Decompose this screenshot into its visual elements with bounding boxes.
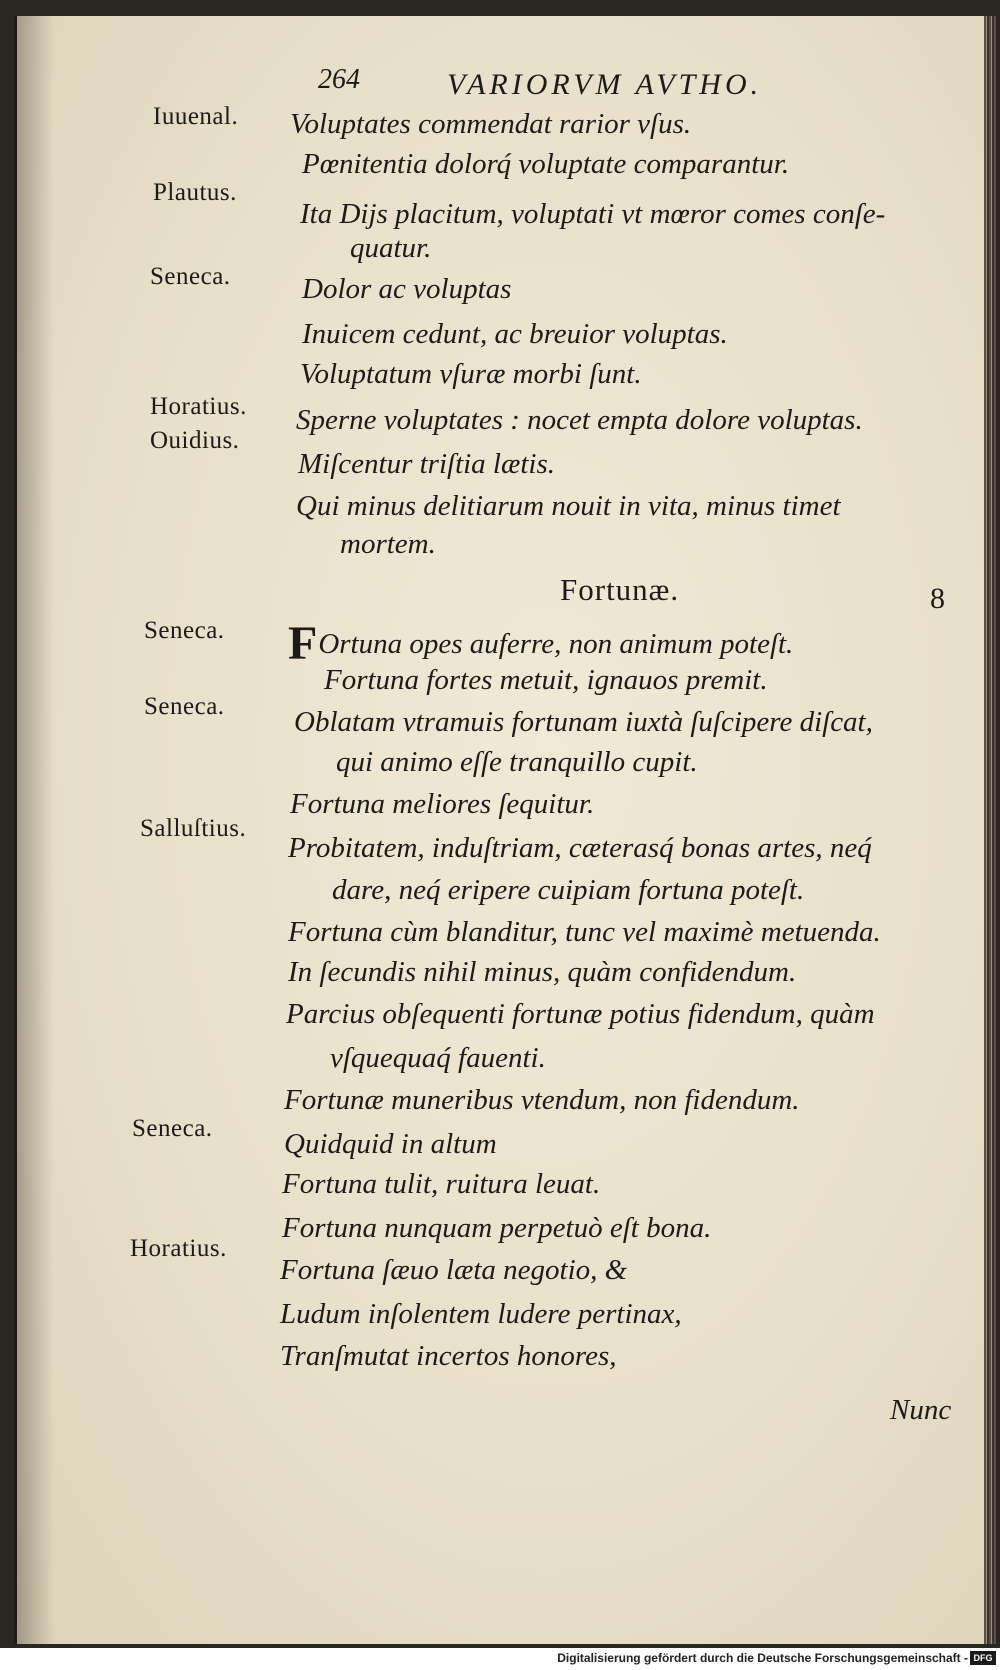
text-line: Qui minus delitiarum nouit in vita, minus timet: [296, 490, 841, 522]
margin-author: Seneca.: [144, 693, 225, 720]
text-line: Voluptates commendat rarior vſus.: [290, 108, 692, 140]
text-line: Fortuna fortes metuit, ignauos premit.: [324, 664, 768, 696]
page-number: 264: [318, 64, 360, 95]
text-line-rest: Ortuna opes auferre, non animum poteſt.: [318, 628, 794, 660]
margin-author: Salluſtius.: [140, 815, 247, 842]
text-line: Fortuna nunquam perpetuò eſt bona.: [282, 1212, 712, 1244]
margin-author: Ouidius.: [150, 427, 240, 454]
text-line: Pœnitentia dolorq́ voluptate comparantur.: [302, 148, 790, 180]
margin-author: Horatius.: [150, 393, 247, 420]
text-line: Fortuna meliores ſequitur.: [290, 788, 595, 820]
text-line: Fortuna cùm blanditur, tunc vel maximè metuenda.: [288, 916, 881, 948]
text-line: Dolor ac voluptas: [302, 273, 512, 305]
margin-author: Plautus.: [153, 179, 237, 206]
drop-cap: F: [288, 617, 318, 670]
margin-author: Seneca.: [144, 617, 225, 644]
gutter-shadow: [14, 16, 54, 1644]
text-line: [288, 617, 794, 670]
margin-author: Seneca.: [132, 1115, 213, 1142]
text-line: Oblatam vtramuis fortunam iuxtà ſuſcipere diſcat,: [294, 706, 873, 738]
margin-author: Iuuenal.: [153, 103, 239, 130]
text-line: Parcius obſequenti fortunæ potius fidendum, quàm: [286, 998, 875, 1030]
text-line: qui animo eſſe tranquillo cupit.: [336, 746, 698, 778]
text-line: Miſcentur triſtia lætis.: [298, 448, 555, 480]
text-line: Probitatem, induſtriam, cæterasq́ bonas artes, neq́: [288, 832, 872, 864]
section-title: Fortunæ.: [560, 572, 680, 607]
text-line: In ſecundis nihil minus, quàm confidendum.: [288, 956, 797, 988]
text-line: dare, neq́ eripere cuipiam fortuna poteſt.: [332, 874, 805, 906]
text-line: Fortuna tulit, ruitura leuat.: [282, 1168, 601, 1200]
margin-author: Horatius.: [130, 1235, 227, 1262]
text-line: Sperne voluptates : nocet empta dolore voluptas.: [296, 404, 863, 436]
text-line: Fortuna ſæuo læta negotio, &: [280, 1254, 628, 1286]
page-fore-edge: [984, 16, 996, 1644]
text-line: Quidquid in altum: [284, 1128, 497, 1160]
text-line: mortem.: [340, 528, 436, 560]
footer-credit: Digitalisierung gefördert durch die Deutsche Forschungsgemeinschaft -: [557, 1651, 968, 1665]
text-line: Ludum inſolentem ludere pertinax,: [280, 1298, 682, 1330]
text-line: Tranſmutat incertos honores,: [280, 1340, 617, 1372]
margin-author: Seneca.: [150, 263, 231, 290]
catchword: Nunc: [890, 1394, 952, 1426]
text-line: Voluptatum vſuræ morbi ſunt.: [300, 358, 642, 390]
dfg-logo: DFG: [970, 1651, 996, 1665]
section-number: 8: [930, 582, 945, 615]
footer-bar: [0, 1648, 1000, 1670]
running-title: VARIORVM AVTHO.: [447, 68, 763, 101]
text-line: vſquequaq́ fauenti.: [330, 1042, 546, 1074]
text-line: Fortunæ muneribus vtendum, non fidendum.: [284, 1084, 800, 1116]
text-line: quatur.: [350, 232, 432, 264]
text-line: Inuicem cedunt, ac breuior voluptas.: [302, 318, 728, 350]
text-line: Ita Dijs placitum, voluptati vt mœror comes conſe-: [300, 198, 886, 230]
